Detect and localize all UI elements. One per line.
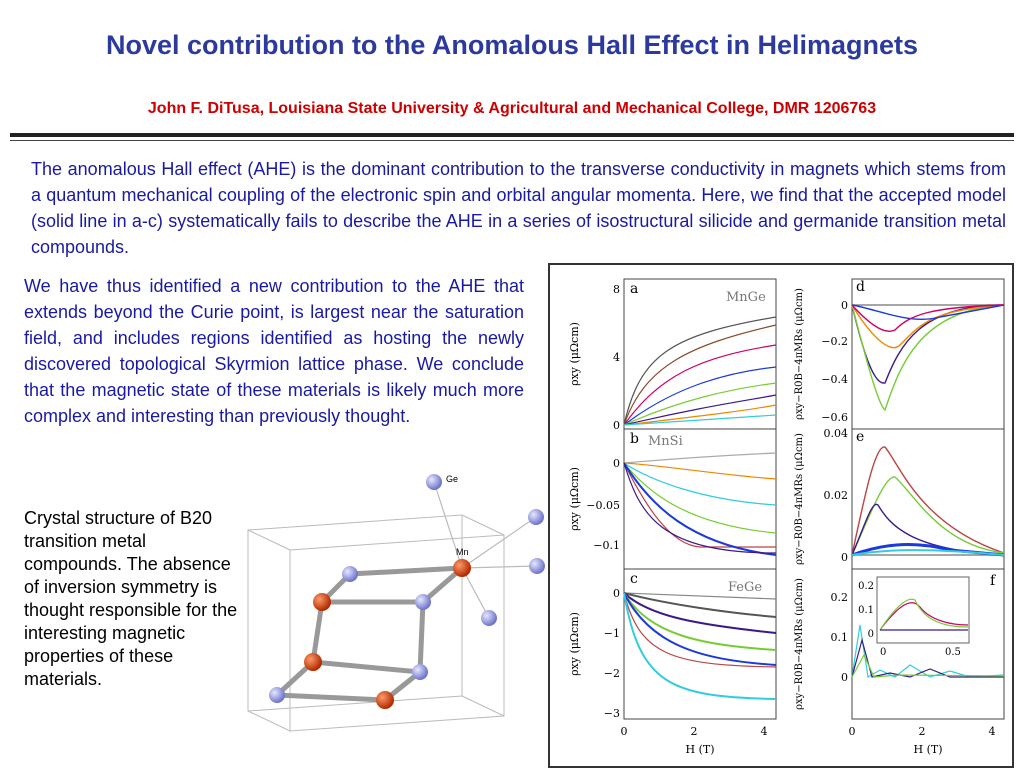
ytick-c-1: −1 (603, 627, 620, 640)
panel-letter-b: b (630, 431, 639, 447)
inset-xtick-1: 0.5 (945, 647, 961, 658)
xtick-left-2: 4 (760, 725, 768, 738)
ylabel-e: ρxy−R0B−4πMRs (μΩcm) (794, 433, 805, 565)
ylabel-f: ρxy−R0B−4πMRs (μΩcm) (794, 578, 805, 710)
crystal-structure-illustration (240, 468, 550, 753)
divider-thin (10, 140, 1014, 141)
ytick-a-1: 4 (613, 351, 620, 364)
xlabel-left: H (T) (685, 743, 715, 756)
ytick-f-1: 0.1 (830, 631, 848, 644)
ytick-f-0: 0.2 (830, 591, 848, 604)
panel-letter-e: e (856, 429, 865, 445)
ytick-b-0: 0 (613, 457, 620, 470)
ytick-e-2: 0 (841, 551, 848, 564)
ylabel-a: ρxy (μΩcm) (568, 322, 581, 386)
xtick-left-1: 2 (690, 725, 698, 738)
ylabel-b: ρxy (μΩcm) (568, 467, 581, 531)
author-line: John F. DiTusa, Louisiana State University & Agricultural and Mechanical College, DMR 1206763 (147, 100, 877, 117)
ytick-d-0: 0 (841, 299, 848, 312)
conclusion-paragraph: We have thus identified a new contribution to the AHE that extends beyond the Curie point, is largest near the saturation field, and includes regions identified as hosting the newly discovered topological Skyrmion lattice phase. We conclude that the magnetic state of these materials is likely much more complex and interesting than previously thought. (24, 276, 524, 426)
inset-ytick-0: 0.2 (858, 581, 874, 592)
ylabel-d: ρxy−R0B−4πMRs (μΩcm) (794, 288, 805, 420)
inset-ytick-1: 0.1 (858, 605, 874, 616)
panel-letter-a: a (630, 281, 639, 297)
mn-label: Mn (456, 547, 469, 557)
ge-label: Ge (446, 474, 459, 484)
material-label-mnsi: MnSi (648, 434, 683, 449)
inset-xtick-0: 0 (880, 647, 887, 658)
panel-letter-d: d (856, 279, 865, 295)
ytick-c-3: −3 (603, 707, 620, 720)
hall-effect-figure (548, 263, 1014, 768)
crystal-caption: Crystal structure of B20 transition metal compounds. The absence of inversion symmetry is thought responsible for the interesting magnetic properties of these materials. (24, 508, 238, 689)
ytick-b-1: −0.05 (586, 499, 620, 512)
intro-paragraph: The anomalous Hall effect (AHE) is the dominant contribution to the transverse conductivity in magnets which stems from a quantum mechanical coupling of the electronic spin and orbital angular momenta. Here, we find that the accepted model (solid line in a-c) systematically fails to describe the AHE in a series of isostructural silicide and germanide transition metal compounds. (31, 159, 1006, 257)
ytick-d-3: −0.6 (821, 411, 848, 424)
xtick-right-2: 4 (988, 725, 996, 738)
panel-letter-c: c (630, 571, 638, 587)
panel-letter-f: f (990, 573, 996, 589)
ytick-c-0: 0 (613, 587, 620, 600)
ytick-d-1: −0.2 (821, 335, 848, 348)
figure-svg (550, 265, 1012, 766)
ytick-d-2: −0.4 (821, 373, 848, 386)
ytick-a-2: 0 (613, 419, 620, 432)
ytick-e-1: 0.02 (823, 489, 848, 502)
page-title: Novel contribution to the Anomalous Hall Effect in Helimagnets (105, 30, 919, 60)
xtick-left-0: 0 (620, 725, 628, 738)
divider-thick (10, 133, 1014, 137)
xlabel-right: H (T) (913, 743, 943, 756)
xtick-right-1: 2 (918, 725, 926, 738)
ytick-e-0: 0.04 (823, 427, 848, 440)
xtick-right-0: 0 (848, 725, 856, 738)
ytick-f-2: 0 (841, 671, 848, 684)
inset-ytick-2: 0 (867, 629, 874, 640)
ytick-b-2: −0.1 (593, 539, 620, 552)
ylabel-c: ρxy (μΩcm) (568, 612, 581, 676)
material-label-fege: FeGe (728, 580, 763, 595)
ytick-a-0: 8 (613, 283, 620, 296)
material-label-mnge: MnGe (726, 290, 766, 305)
ytick-c-2: −2 (603, 667, 620, 680)
